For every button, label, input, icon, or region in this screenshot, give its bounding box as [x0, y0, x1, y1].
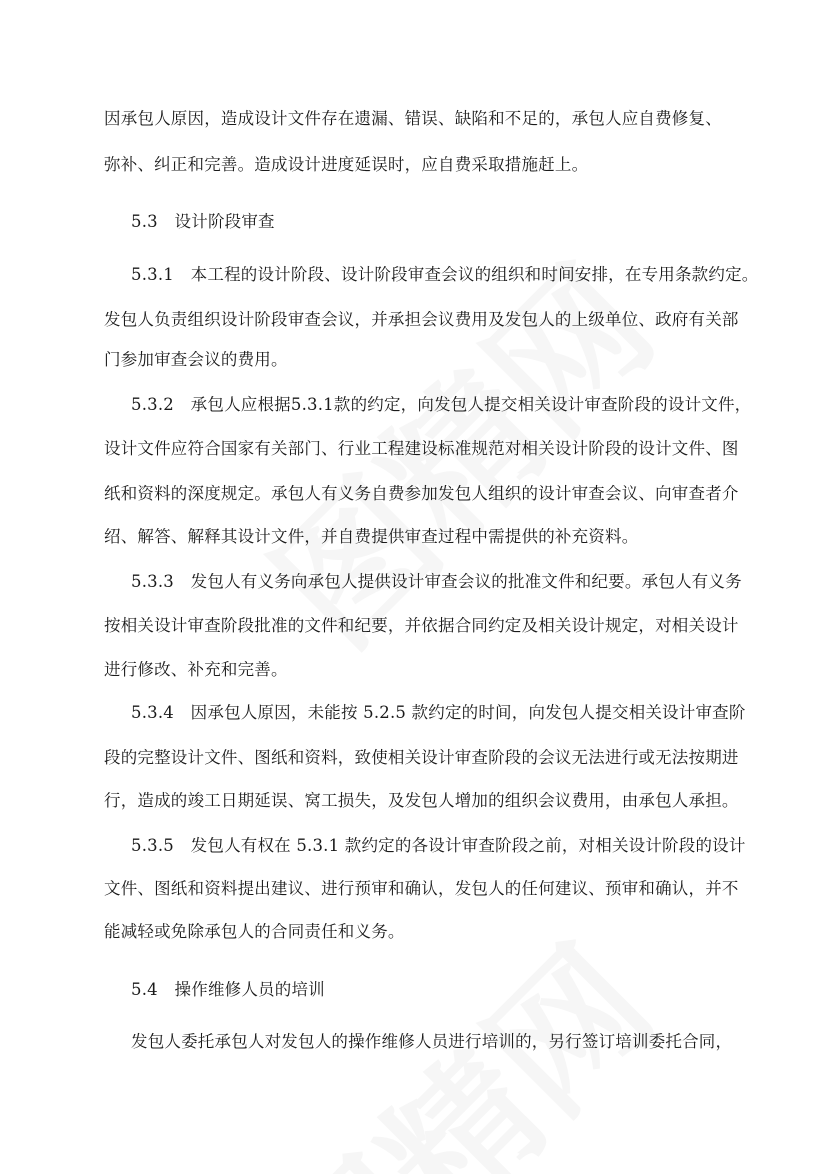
section-heading: 5.3 设计阶段审查 — [131, 212, 275, 231]
paragraph-line: 行，造成的竣工日期延误、窝工损失，及发包人增加的组织会议费用，由承包人承担。 — [104, 791, 739, 810]
paragraph-line: 纸和资料的深度规定。承包人有义务自费参加发包人组织的设计审查会议、向审查者介 — [104, 484, 739, 503]
paragraph-line: 5.3.2 承包人应根据5.3.1款的约定，向发包人提交相关设计审查阶段的设计文件， — [131, 395, 752, 414]
paragraph-line: 5.3.3 发包人有义务向承包人提供设计审查会议的批准文件和纪要。承包人有义务 — [131, 572, 742, 591]
paragraph-line: 弥补、纠正和完善。造成设计进度延误时，应自费采取措施赶上。 — [104, 155, 589, 174]
paragraph-line: 发包人委托承包人对发包人的操作维修人员进行培训的，另行签订培训委托合同， — [131, 1032, 733, 1051]
paragraph-line: 5.3.4 因承包人原因，未能按 5.2.5 款约定的时间，向发包人提交相关设计审查阶 — [131, 703, 746, 722]
paragraph-line: 段的完整设计文件、图纸和资料，致使相关设计审查阶段的会议无法进行或无法按期进 — [104, 748, 739, 767]
paragraph-line: 设计文件应符合国家有关部门、行业工程建设标准规范对相关设计阶段的设计文件、图 — [104, 439, 739, 458]
paragraph-line: 文件、图纸和资料提出建议、进行预审和确认，发包人的任何建议、预审和确认，并不 — [104, 879, 739, 898]
paragraph-line: 按相关设计审查阶段批准的文件和纪要，并依据合同约定及相关设计规定，对相关设计 — [104, 616, 739, 635]
paragraph-line: 进行修改、补充和完善。 — [104, 660, 288, 679]
paragraph-line: 能减轻或免除承包人的合同责任和义务。 — [104, 922, 405, 941]
paragraph-line: 因承包人原因，造成设计文件存在遗漏、错误、缺陷和不足的，承包人应自费修复、 — [104, 109, 722, 128]
paragraph-line: 发包人负责组织设计阶段审查会议，并承担会议费用及发包人的上级单位、政府有关部 — [104, 310, 739, 329]
paragraph-line: 5.3.5 发包人有权在 5.3.1 款约定的各设计审查阶段之前，对相关设计阶段的设计 — [131, 836, 746, 855]
section-heading: 5.4 操作维修人员的培训 — [131, 980, 325, 999]
paragraph-line: 门参加审查会议的费用。 — [104, 350, 288, 369]
paragraph-line: 5.3.1 本工程的设计阶段、设计阶段审查会议的组织和时间安排，在专用条款约定。 — [131, 265, 759, 284]
paragraph-line: 绍、解答、解释其设计文件，并自费提供审查过程中需提供的补充资料。 — [104, 527, 639, 546]
